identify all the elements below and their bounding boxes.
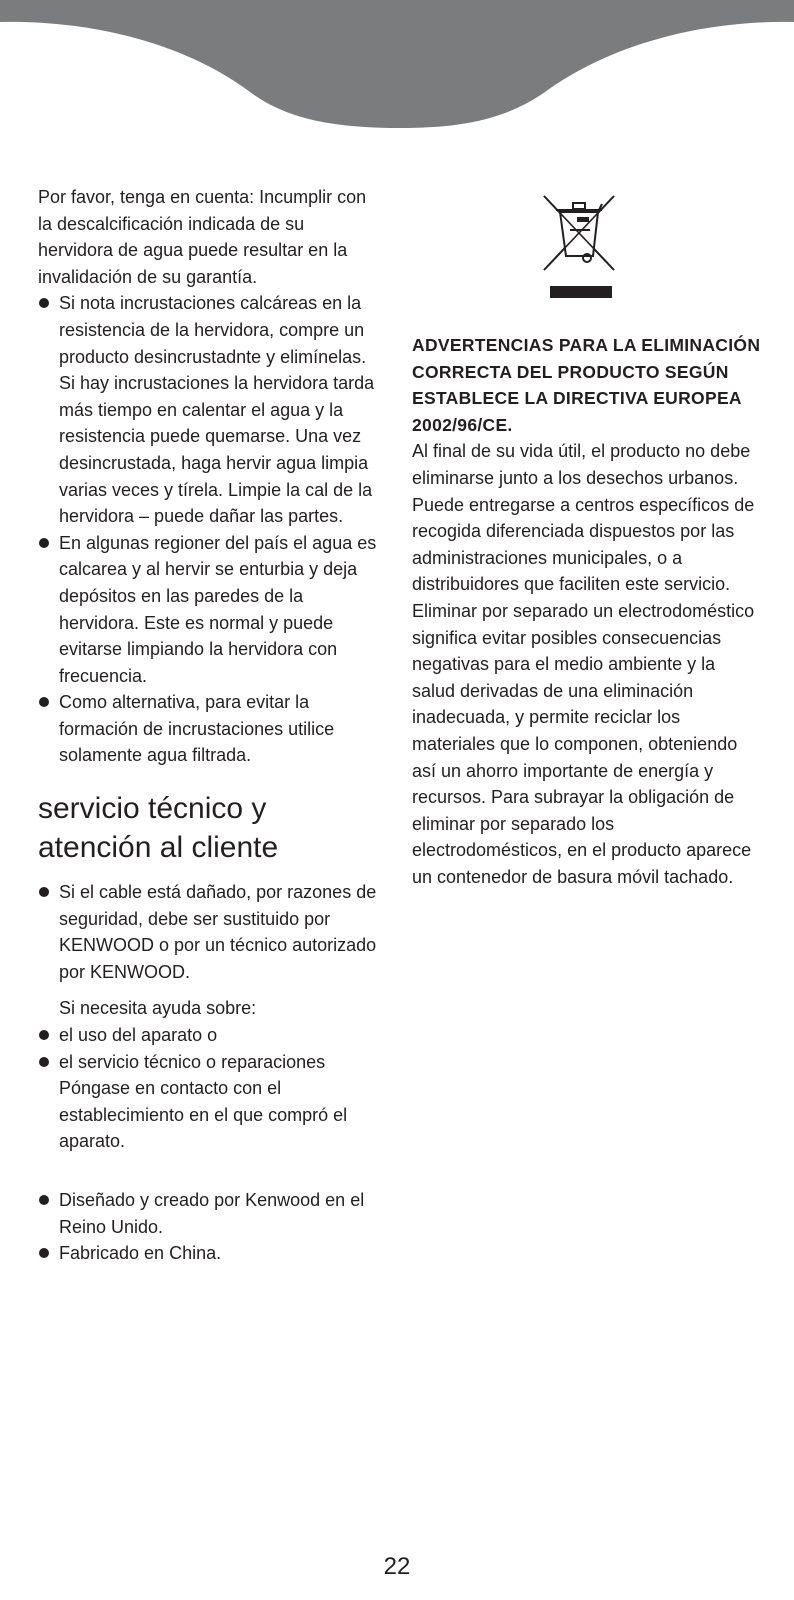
list-item: el uso del aparato o (38, 1022, 383, 1049)
origin-list (38, 1187, 383, 1267)
list-item: Si el cable está dañado, por razones de seguridad, debe ser sustituido por KENWOOD o por un técnico autorizado por KENWOOD. (38, 879, 383, 985)
list-item: Como alternativa, para evitar la formación de incrustaciones utilice solamente agua filtrada. (38, 689, 383, 769)
right-column (412, 184, 762, 890)
service-bullet-list (38, 879, 383, 985)
list-item: En algunas regioner del país el agua es calcarea y al hervir se enturbia y deja depósitos en las paredes de la hervidora. Este es normal y puede evitarse limpiando la hervidora con frecuencia. (38, 530, 383, 690)
list-item: Diseñado y creado por Kenwood en el Reino Unido. (38, 1187, 383, 1240)
list-item: Si nota incrustaciones calcáreas en la resistencia de la hervidora, compre un producto desincrustadnte y elimínelas. Si hay incrustaciones la hervidora tarda más tiempo en calentar el agua y la resistencia puede quemarse. Una vez desincrustada, haga hervir agua limpia varias veces y tírela. Limpie la cal de la hervidora – puede dañar las partes. (38, 290, 383, 529)
header-wave (0, 0, 794, 135)
list-item: Fabricado en China. (38, 1240, 383, 1267)
help-list (38, 1022, 383, 1155)
weee-paragraph: Al final de su vida útil, el producto no debe eliminarse junto a los desechos urbanos. (412, 441, 751, 488)
crossed-out-wheeled-bin-icon (540, 186, 618, 298)
care-bullet-list (38, 290, 383, 769)
help-intro: Si necesita ayuda sobre: (59, 998, 257, 1019)
page-number: 22 (383, 1553, 411, 1580)
weee-warning-title: ADVERTENCIAS PARA LA ELIMINACIÓN CORRECTA DEL PRODUCTO SEGÚN ESTABLECE LA DIRECTIVA EUROPEA 2002/96/CE. (412, 335, 761, 435)
list-item: el servicio técnico o reparaciones Póngase en contacto con el establecimiento en el que compró el aparato. (38, 1049, 383, 1155)
weee-paragraph: Puede entregarse a centros específicos de recogida diferenciada dispuestos por las administraciones municipales, o a distribuidores que faciliten este servicio. Eliminar por separado un electrodoméstico significa evitar posibles consecuencias negativas para el medio ambiente y la salud derivadas de una eliminación inadecuada, y permite reciclar los materiales que lo componen, obteniendo así un ahorro importante de energía y recursos. Para subrayar la obligación de eliminar por separado los electrodomésticos, en el producto aparece un contenedor de basura móvil tachado. (412, 494, 755, 887)
service-heading: servicio técnico y atención al cliente (38, 792, 279, 865)
left-column (38, 184, 383, 1267)
descaling-note: Por favor, tenga en cuenta: Incumplir con la descalcificación indicada de su hervidora de agua puede resultar en la invalidación de su garantía. (38, 187, 367, 287)
